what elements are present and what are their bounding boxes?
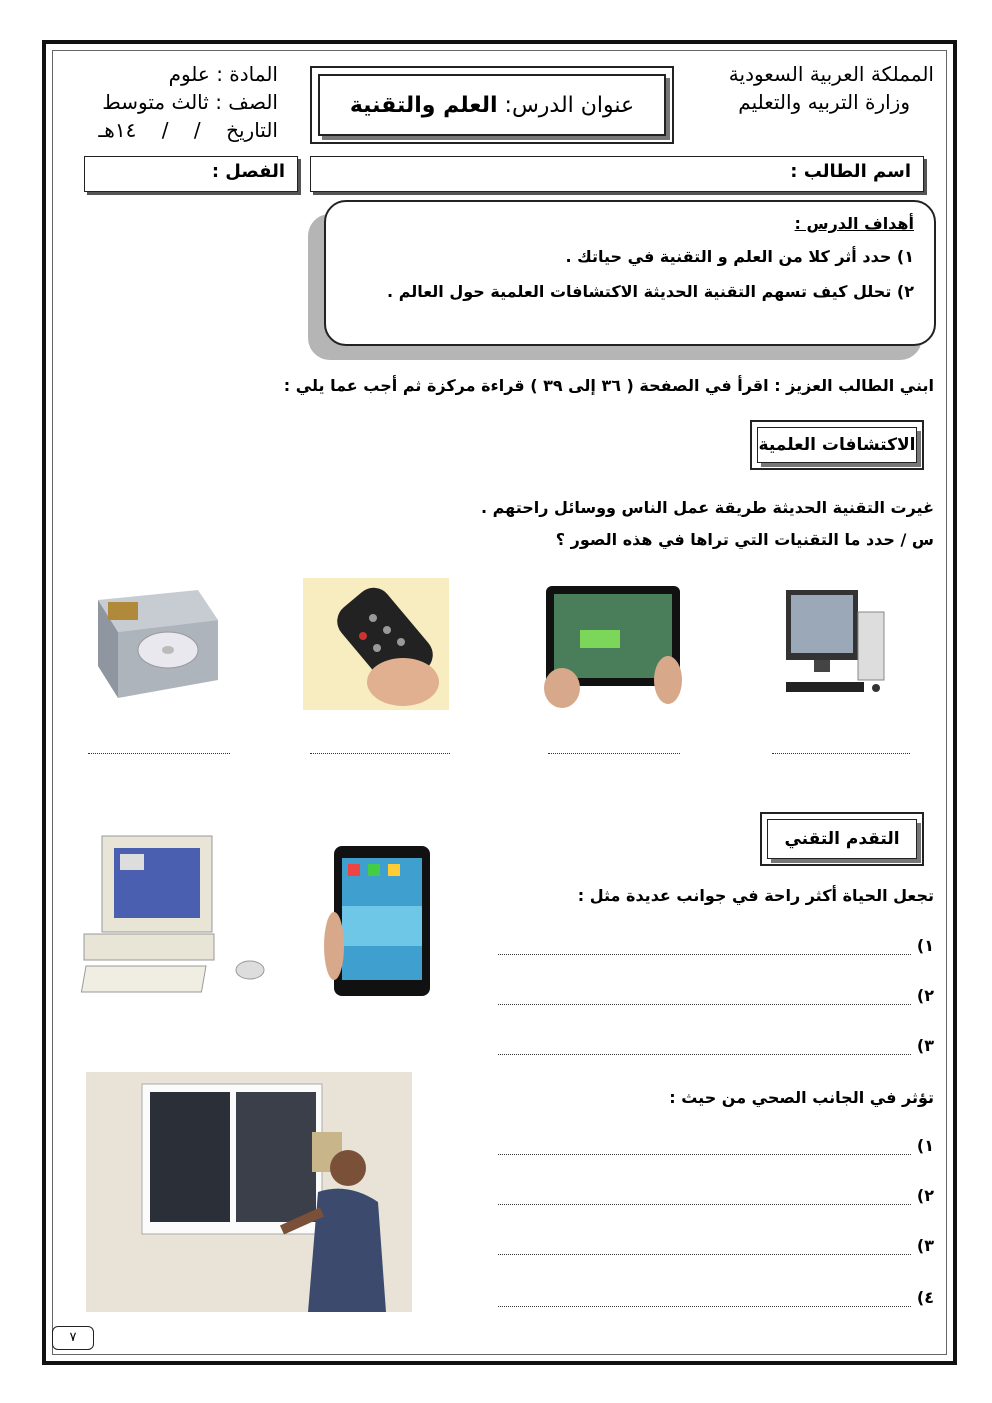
answer-line[interactable] — [88, 752, 230, 754]
answer-line[interactable] — [498, 1153, 911, 1155]
answer-line[interactable] — [772, 752, 910, 754]
answer-row — [498, 1236, 934, 1255]
answer-line[interactable] — [498, 953, 911, 955]
answer-line[interactable] — [310, 752, 450, 754]
answer-number: ٤) — [916, 1288, 934, 1307]
desktop-computer-image — [778, 584, 898, 704]
dvd-drive-image — [88, 580, 226, 714]
answer-number: ٢) — [916, 986, 934, 1005]
grade: الصف : ثالث متوسط — [102, 90, 278, 114]
header-left — [68, 60, 278, 144]
instruction: ابني الطالب العزيز : اقرأ في الصفحة ( ٣٦ إلى ٣٩ ) قراءة مركزة ثم أجب عما يلي : — [283, 376, 934, 395]
header-right — [654, 60, 934, 116]
lesson-label: عنوان الدرس: — [504, 92, 635, 118]
old-computer-image — [74, 830, 270, 1008]
answer-number: ٢) — [916, 1186, 934, 1205]
answer-line[interactable] — [498, 1053, 911, 1055]
objectives-box — [324, 200, 936, 346]
answer-row — [498, 1288, 934, 1307]
answer-number: ٣) — [916, 1236, 934, 1255]
tablet-gaming-image — [540, 580, 686, 710]
answer-row — [498, 1186, 934, 1205]
section2-question2: تؤثر في الجانب الصحي من حيث : — [669, 1088, 934, 1107]
answer-row — [498, 936, 934, 955]
section-title-box — [750, 420, 924, 470]
answer-row — [498, 1036, 934, 1055]
answer-row — [498, 986, 934, 1005]
objective-item: ٢) تحلل كيف تسهم التقنية الحديثة الاكتشافات العلمية حول العالم . — [387, 282, 914, 301]
answer-line[interactable] — [498, 1003, 911, 1005]
answer-number: ٣) — [916, 1036, 934, 1055]
section2-question1: تجعل الحياة أكثر راحة في جوانب عديدة مثل : — [577, 886, 934, 905]
subject: المادة : علوم — [168, 62, 278, 86]
lesson-title: العلم والتقنية — [349, 92, 498, 118]
answer-line[interactable] — [498, 1305, 911, 1307]
tablet-image — [324, 846, 440, 998]
doctor-xray-image — [86, 1072, 412, 1312]
student-name-field[interactable] — [310, 156, 924, 192]
date: التاريخ / / ١٤هـ — [98, 118, 278, 142]
kingdom-name: المملكة العربية السعودية — [728, 62, 934, 86]
remote-control-image — [303, 578, 449, 710]
lesson-title-box — [310, 66, 674, 144]
section1-question: س / حدد ما التقنيات التي تراها في هذه الصور ؟ — [555, 530, 934, 549]
section-title: التقدم التقني — [767, 819, 917, 859]
answer-number: ١) — [916, 936, 934, 955]
answer-line[interactable] — [498, 1203, 911, 1205]
answer-row — [498, 1136, 934, 1155]
objective-item: ١) حدد أثر كلا من العلم و التقنية في حياتك . — [565, 247, 914, 266]
section1-statement: غيرت التقنية الحديثة طريقة عمل الناس ووسائل راحتهم . — [480, 498, 934, 517]
answer-number: ١) — [916, 1136, 934, 1155]
answer-line[interactable] — [548, 752, 680, 754]
page-number: ٧ — [52, 1326, 94, 1350]
section-title: الاكتشافات العلمية — [757, 427, 917, 463]
class-label: الفصل : — [211, 161, 285, 182]
ministry-name: وزارة التربيه والتعليم — [738, 90, 910, 114]
class-field[interactable] — [84, 156, 298, 192]
objectives-heading: أهداف الدرس : — [794, 214, 914, 233]
student-name-label: اسم الطالب : — [790, 161, 911, 182]
section-title-box — [760, 812, 924, 866]
answer-line[interactable] — [498, 1253, 911, 1255]
